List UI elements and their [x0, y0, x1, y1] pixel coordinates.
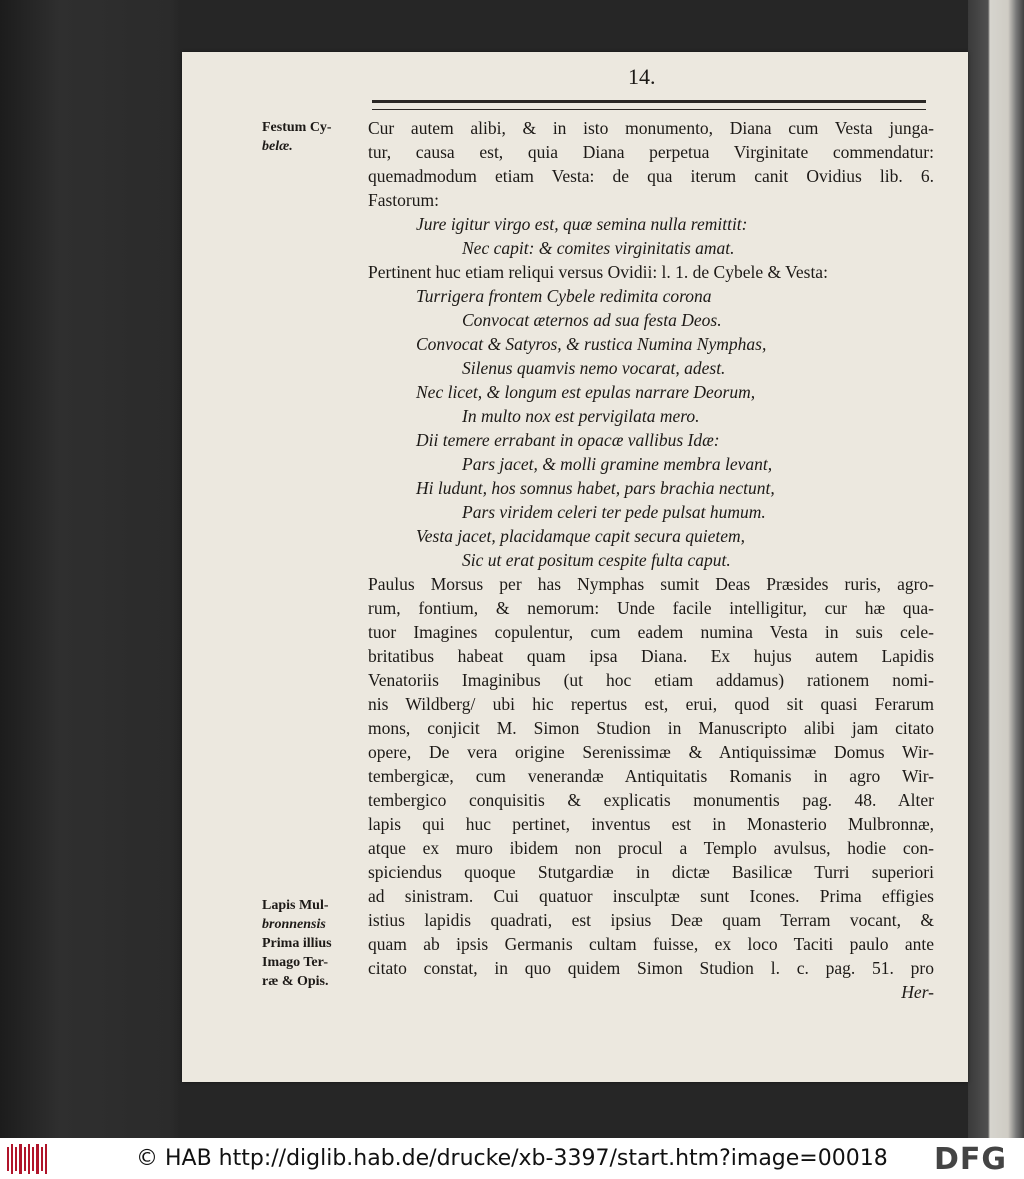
text-line: quemadmodum etiam Vesta: de qua iterum canit Ovidius lib. 6. — [368, 166, 934, 186]
text-line: mons, conjicit M. Simon Studion in Manuscripto alibi jam citato — [368, 718, 934, 738]
text-line: Venatoriis Imaginibus (ut hoc etiam addamus) rationem nomi- — [368, 670, 934, 690]
text-line: tur, causa est, quia Diana perpetua Virginitate commendatur: — [368, 142, 934, 162]
text-line: Fastorum: — [368, 190, 439, 210]
next-page-edge — [968, 0, 1024, 1138]
margin-note-line: Lapis Mul- — [262, 898, 329, 913]
text-line: atque ex muro ibidem non procul a Templo avulsus, hodie con- — [368, 838, 934, 858]
body-text — [368, 116, 934, 1004]
verse-line: Vesta jacet, placidamque capit secura quietem, — [416, 526, 746, 546]
text-line: Cur autem alibi, & in isto monumento, Diana cum Vesta junga- — [368, 118, 934, 138]
verse-line: Silenus quamvis nemo vocarat, adest. — [462, 358, 726, 378]
text-line: rum, fontium, & nemorum: Unde facile intelligitur, cur hæ qua- — [368, 598, 934, 618]
text-line: Pertinent huc etiam reliqui versus Ovidii: l. 1. de Cybele & Vesta: — [368, 262, 828, 282]
margin-note-lapis — [262, 896, 362, 991]
verse-line: Dii temere errabant in opacæ vallibus Idæ: — [416, 430, 720, 450]
text-line: istius lapidis quadrati, est ipsius Deæ quam Terram vocant, & — [368, 910, 934, 930]
margin-note-line: Festum Cy- — [262, 120, 332, 135]
text-line: tembergico conquisitis & explicatis monumentis pag. 48. Alter — [368, 790, 934, 810]
text-line: Paulus Morsus per has Nymphas sumit Deas Præsides ruris, agro- — [368, 574, 934, 594]
copyright-link[interactable]: © HAB http://diglib.hab.de/drucke/xb-3397/start.htm?image=00018 — [136, 1146, 888, 1171]
dfg-logo: DFG — [934, 1142, 1008, 1177]
verse-line: In multo nox est pervigilata mero. — [462, 406, 700, 426]
verse-line: Pars viridem celeri ter pede pulsat humum. — [462, 502, 766, 522]
text-line: opere, De vera origine Serenissimæ & Antiquissimæ Domus Wir- — [368, 742, 934, 762]
margin-note-festum — [262, 118, 362, 156]
verse-line: Nec capit: & comites virginitatis amat. — [462, 238, 735, 258]
margin-note-line: Imago Ter- — [262, 955, 328, 970]
margin-note-line: Prima illius — [262, 936, 332, 951]
page-number: 14. — [628, 64, 656, 89]
verse-line: Convocat & Satyros, & rustica Numina Nymphas, — [416, 334, 767, 354]
footer-bar — [0, 1138, 1024, 1179]
verse-line: Turrigera frontem Cybele redimita corona — [416, 286, 712, 306]
verse-line: Nec licet, & longum est epulas narrare Deorum, — [416, 382, 756, 402]
verse-line: Pars jacet, & molli gramine membra levant, — [462, 454, 773, 474]
text-line: tuor Imagines copulentur, cum eadem numina Vesta in suis cele- — [368, 622, 934, 642]
verse-line: Hi ludunt, hos somnus habet, pars brachia nectunt, — [416, 478, 775, 498]
text-line: lapis qui huc pertinet, inventus est in Monasterio Mulbronnæ, — [368, 814, 934, 834]
text-line: spiciendus quoque Stutgardiæ in dictæ Basilicæ Turri superiori — [368, 862, 934, 882]
text-line: britatibus habeat quam ipsa Diana. Ex hujus autem Lapidis — [368, 646, 934, 666]
text-line: quam ab ipsis Germanis cultam fuisse, ex loco Taciti paulo ante — [368, 934, 934, 954]
verse-line: Convocat æternos ad sua festa Deos. — [462, 310, 722, 330]
margin-note-line: belæ. — [262, 139, 293, 154]
text-line: tembergicæ, cum venerandæ Antiquitatis Romanis in agro Wir- — [368, 766, 934, 786]
margin-note-line: ræ & Opis. — [262, 974, 329, 989]
verse-line: Sic ut erat positum cespite fulta caput. — [462, 550, 731, 570]
verse-line: Jure igitur virgo est, quæ semina nulla remittit: — [416, 214, 748, 234]
text-line: ad sinistram. Cui quatuor insculptæ sunt Icones. Prima effigies — [368, 886, 934, 906]
margin-note-line: bronnensis — [262, 917, 326, 932]
catchword: Her- — [901, 982, 934, 1002]
text-line: citato constat, in quo quidem Simon Studion l. c. pag. 51. pro — [368, 958, 934, 978]
header-rule — [372, 100, 926, 110]
barcode-icon — [6, 1144, 48, 1174]
text-line: nis Wildberg/ ubi hic repertus est, erui, quod sit quasi Ferarum — [368, 694, 934, 714]
